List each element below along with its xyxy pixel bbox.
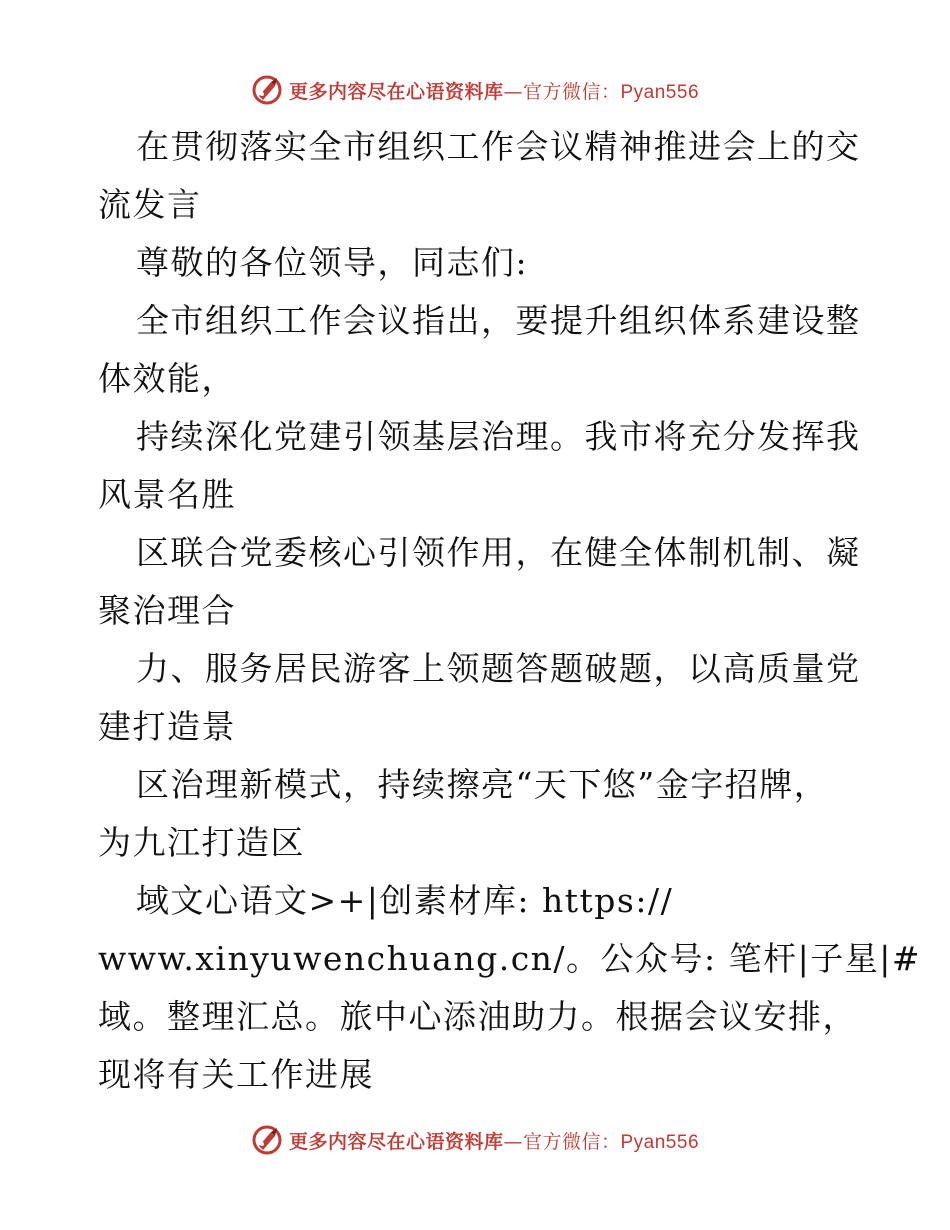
body-line: 现将有关工作进展 xyxy=(98,1055,374,1094)
header-separator: — xyxy=(503,80,523,103)
footer-banner xyxy=(0,1120,950,1160)
header-label: 官方微信： xyxy=(522,80,621,103)
footer-brand: 更多内容尽在心语资料库 xyxy=(288,1130,504,1153)
body-line: www.xinyuwenchuang.cn/。公众号: 笔杆|子星|# xyxy=(98,939,922,978)
header-brand: 更多内容尽在心语资料库 xyxy=(288,80,504,103)
body-line: 全市组织工作会议指出，要提升组织体系建设整 xyxy=(136,301,861,340)
body-line: 建打造景 xyxy=(98,707,236,746)
header-banner xyxy=(0,70,950,110)
body-line: 力、服务居民游客上领题答题破题，以高质量党 xyxy=(136,649,861,688)
footer-separator: — xyxy=(503,1130,523,1153)
title-line-2: 流发言 xyxy=(98,185,202,224)
body-line: 体效能， xyxy=(98,359,236,398)
body-line: 聚治理合 xyxy=(98,591,236,630)
header-banner-text xyxy=(289,77,699,104)
body-line: 区治理新模式，持续擦亮“天下悠”金字招牌， xyxy=(136,765,829,804)
body-line: 域文心语文>+|创素材库: https:// xyxy=(136,881,674,920)
footer-contact: Pyan556 xyxy=(620,1131,700,1153)
footer-label: 官方微信： xyxy=(522,1130,621,1153)
body-line: 区联合党委核心引领作用，在健全体制机制、凝 xyxy=(136,533,861,572)
header-contact: Pyan556 xyxy=(620,81,700,103)
document-body xyxy=(98,118,922,1104)
title-line-1: 在贯彻落实全市组织工作会议精神推进会上的交 xyxy=(136,127,861,166)
salutation: 尊敬的各位领导，同志们: xyxy=(136,243,529,282)
body-line: 持续深化党建引领基层治理。我市将充分发挥我 xyxy=(136,417,861,456)
body-line: 风景名胜 xyxy=(98,475,236,514)
body-line: 域。整理汇总。旅中心添油助力。根据会议安排， xyxy=(98,997,857,1036)
body-line: 为九江打造区 xyxy=(98,823,305,862)
brand-logo-icon xyxy=(251,1124,283,1156)
brand-logo-icon xyxy=(251,74,283,106)
footer-banner-text xyxy=(289,1127,699,1154)
